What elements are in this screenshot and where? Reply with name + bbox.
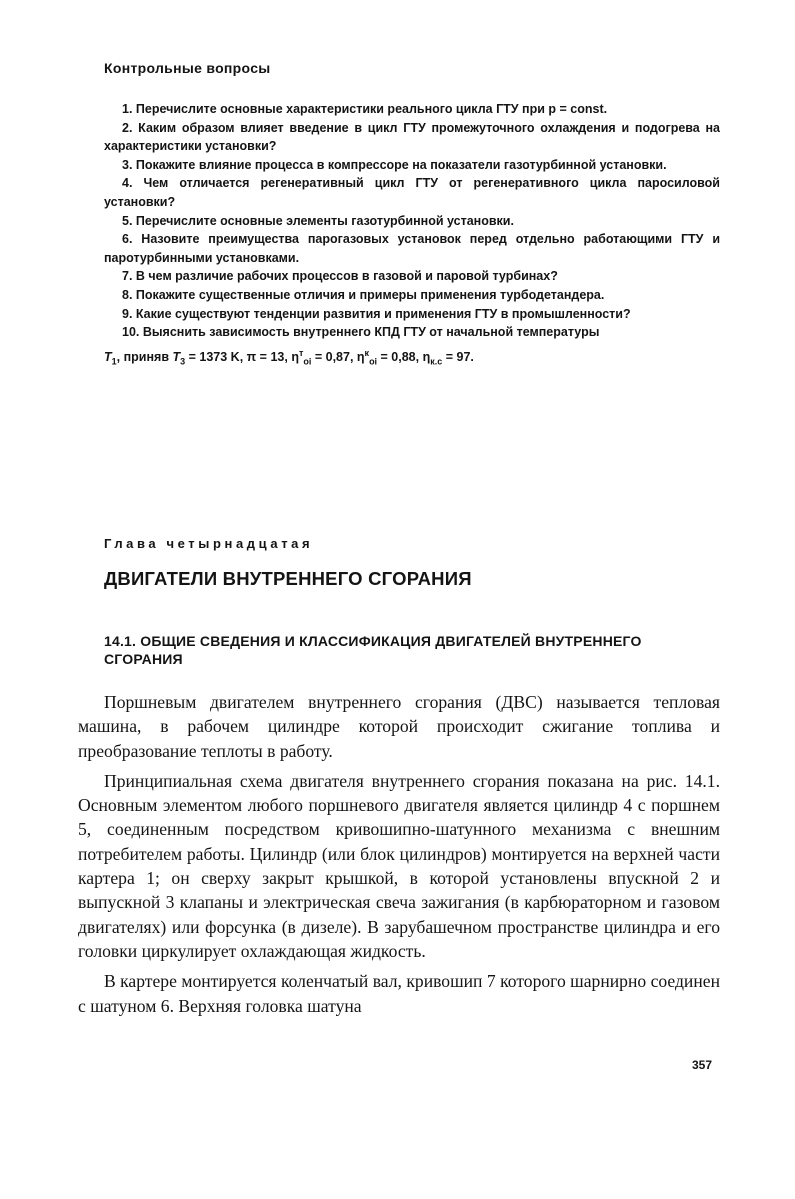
questions-list xyxy=(104,100,720,366)
symbol-eta: η xyxy=(356,349,365,364)
chapter-label: Глава четырнадцатая xyxy=(104,536,314,551)
paragraph: В картере монтируется коленчатый вал, кривошип 7 которого шарнирно соединен с шатуном 6. Верхняя головка шатуна xyxy=(78,971,720,1016)
chapter-title: ДВИГАТЕЛИ ВНУТРЕННЕГО СГОРАНИЯ xyxy=(104,568,472,589)
symbol-t: T xyxy=(172,349,181,364)
paragraph: Поршневым двигателем внутреннего сгорания (ДВС) называется тепловая машина, в рабочем цилиндре которой происходит сжигание топлива и преобразование теплоты в работу. xyxy=(78,692,720,761)
symbol-t: T xyxy=(104,349,112,364)
section-title: Контрольные вопросы xyxy=(104,60,271,76)
subscript: oi xyxy=(369,356,378,367)
question-item: 4. Чем отличается регенеративный цикл ГТУ от регенеративного цикла паросиловой установки? xyxy=(104,176,720,209)
subsection-title: 14.1. ОБЩИЕ СВЕДЕНИЯ И КЛАССИФИКАЦИЯ ДВИГАТЕЛЕЙ ВНУТРЕННЕГО СГОРАНИЯ xyxy=(104,633,642,667)
formula-text: = 0,87, xyxy=(311,349,357,364)
paragraph: Принципиальная схема двигателя внутреннего сгорания показана на рис. 14.1. Основным элементом любого поршневого двигателя является цилиндр 4 с поршнем 5, соединенным посредством кривошипно-шатунного механизма с внешним потребителем работы. Цилиндр (или блок цилиндров) монтируется на верхней части картера 1; он сверху закрыт крышкой, в которой установлены впускной 2 и выпускной 3 клапаны и электрическая свеча зажигания (в карбюраторном и газовом двигателях) или форсунка (в дизеле). В зарубашечном пространстве цилиндра и его головки циркулирует охлаждающая жидкость. xyxy=(78,770,720,961)
question-item: 2. Каким образом влияет введение в цикл ГТУ промежуточного охлаждения и подогрева на характеристики установки? xyxy=(104,120,720,154)
subscript: 3 xyxy=(180,356,186,367)
formula-text: , приняв xyxy=(116,349,173,364)
superscript: к xyxy=(364,347,370,358)
subscript: 1 xyxy=(111,356,117,367)
subscript: к.с xyxy=(430,356,443,367)
question-item-10 xyxy=(104,323,720,342)
question-item: 9. Какие существуют тенденции развития и применения ГТУ в промышленности? xyxy=(122,306,631,321)
question-item: 6. Назовите преимущества парогазовых установок перед отдельно работающими ГТУ и паротурбинными установками. xyxy=(104,232,720,265)
formula-text: = 1373 K, π = 13, xyxy=(185,349,292,364)
question-item: 1. Перечислите основные характеристики реального цикла ГТУ при p = const. xyxy=(122,102,608,116)
question-item: 8. Покажите существенные отличия и примеры применения турбодетандера. xyxy=(122,287,605,302)
page-number: 357 xyxy=(692,1058,713,1072)
question-10-text: 10. Выяснить зависимость внутреннего КПД ГТУ от начальной температуры xyxy=(122,325,600,340)
body-text xyxy=(78,690,720,1024)
formula-text: = 0,88, xyxy=(377,349,423,364)
symbol-eta: η xyxy=(422,349,431,364)
superscript: т xyxy=(298,347,304,358)
subscript: oi xyxy=(303,356,312,367)
question-10-formula xyxy=(104,348,720,367)
formula-text: = 97. xyxy=(442,349,474,364)
symbol-eta: η xyxy=(291,349,299,364)
question-item: 5. Перечислите основные элементы газотурбинной установки. xyxy=(122,213,514,228)
question-item: 7. В чем различие рабочих процессов в газовой и паровой турбинах? xyxy=(122,269,558,284)
question-item: 3. Покажите влияние процесса в компрессоре на показатели газотурбинной установки. xyxy=(122,157,667,172)
